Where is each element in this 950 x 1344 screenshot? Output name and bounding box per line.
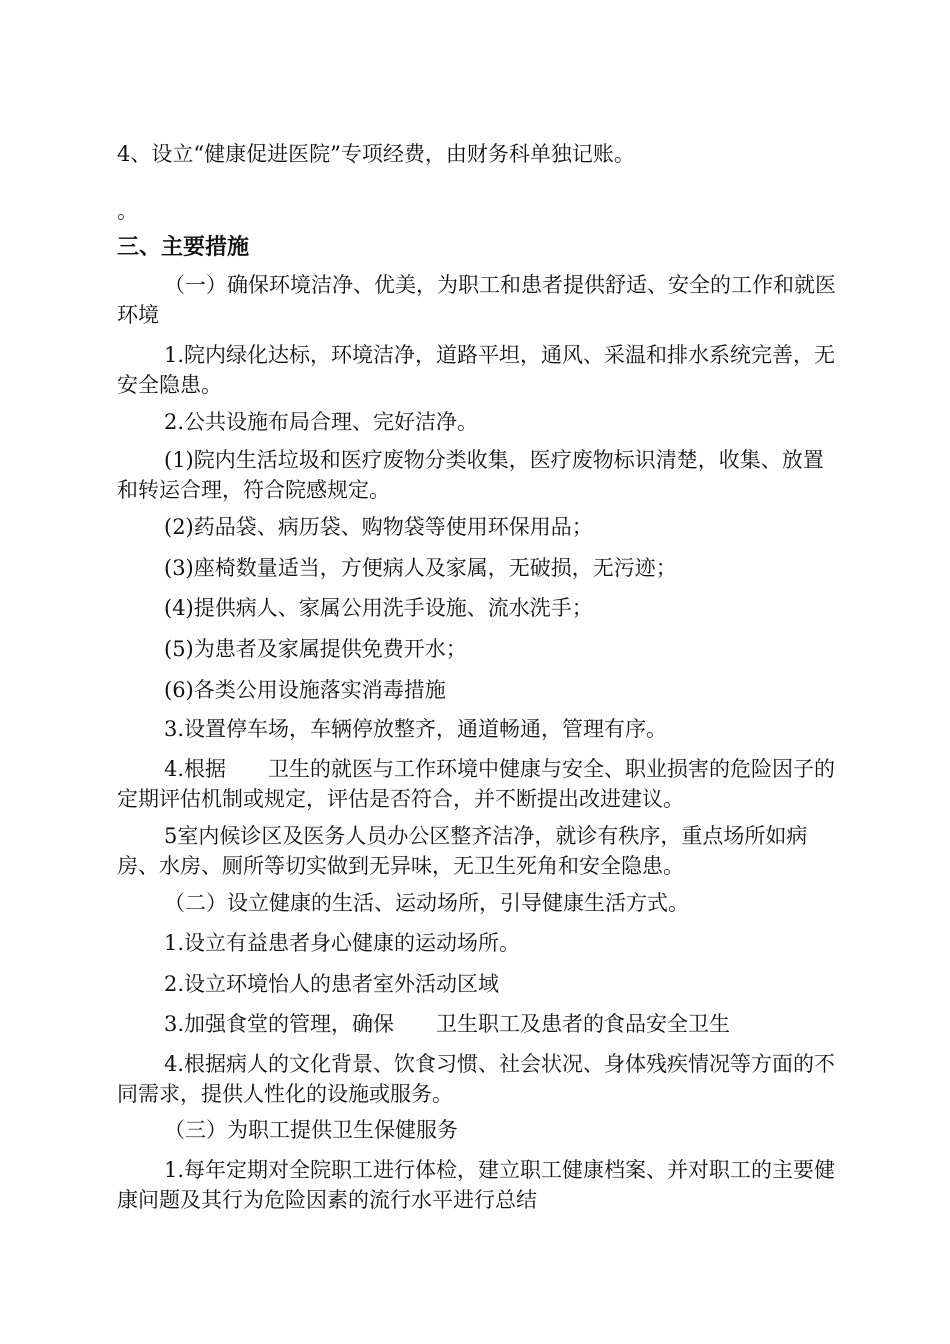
item-1-2-3: (3)座椅数量适当，方便病人及家属，无破损，无污迹； xyxy=(164,556,677,580)
subsection-1-title: （一）确保环境洁净、优美，为职工和患者提供舒适、安全的工作和就医环境 xyxy=(117,273,836,327)
item-1-2-6: (6)各类公用设施落实消毒措施 xyxy=(164,678,446,702)
item-1-2-4: (4)提供病人、家属公用洗手设施、流水洗手； xyxy=(164,596,593,620)
section-title-measures: 三、主要措施 xyxy=(117,235,250,260)
item-1-2-1: (1)院内生活垃圾和医疗废物分类收集，医疗废物标识清楚，收集、放置和转运合理，符合院感规定。 xyxy=(117,448,824,502)
item-2-3: 3.加强食堂的管理，确保 卫生职工及患者的食品安全卫生 xyxy=(164,1012,731,1036)
item-3-1: 1.每年定期对全院职工进行体检，建立职工健康档案、并对职工的主要健康问题及其行为危险因素的流行水平进行总结 xyxy=(117,1158,836,1212)
item-1-3: 3.设置停车场，车辆停放整齐，通道畅通，管理有序。 xyxy=(164,717,668,741)
item-1-2-2: (2)药品袋、病历袋、购物袋等使用环保用品； xyxy=(164,515,593,539)
item-1-5: 5室内候诊区及医务人员办公区整齐洁净，就诊有秩序，重点场所如病房、水房、厕所等切实做到无异味，无卫生死角和安全隐患。 xyxy=(117,824,808,878)
subsection-2-title: （二）设立健康的生活、运动场所，引导健康生活方式。 xyxy=(164,891,689,915)
item-1-2-5: (5)为患者及家属提供免费开水； xyxy=(164,637,467,661)
item-1-1: 1.院内绿化达标，环境洁净，道路平坦，通风、采温和排水系统完善，无安全隐患。 xyxy=(117,343,836,397)
item-2-4: 4.根据病人的文化背景、饮食习惯、社会状况、身体残疾情况等方面的不同需求，提供人性化的设施或服务。 xyxy=(117,1052,836,1106)
subsection-3-title: （三）为职工提供卫生保健服务 xyxy=(164,1118,458,1142)
item-2-1: 1.设立有益患者身心健康的运动场所。 xyxy=(164,931,521,955)
item-2-2: 2.设立环境怡人的患者室外活动区域 xyxy=(164,972,500,996)
item-1-4: 4.根据 卫生的就医与工作环境中健康与安全、职业损害的危险因子的定期评估机制或规定，评估是否符合，并不断提出改进建议。 xyxy=(117,757,836,811)
stray-period: 。 xyxy=(117,199,138,223)
item-1-2: 2.公共设施布局合理、完好洁净。 xyxy=(164,410,479,434)
budget-paragraph: 4、设立“健康促进医院”专项经费，由财务科单独记账。 xyxy=(117,142,635,166)
